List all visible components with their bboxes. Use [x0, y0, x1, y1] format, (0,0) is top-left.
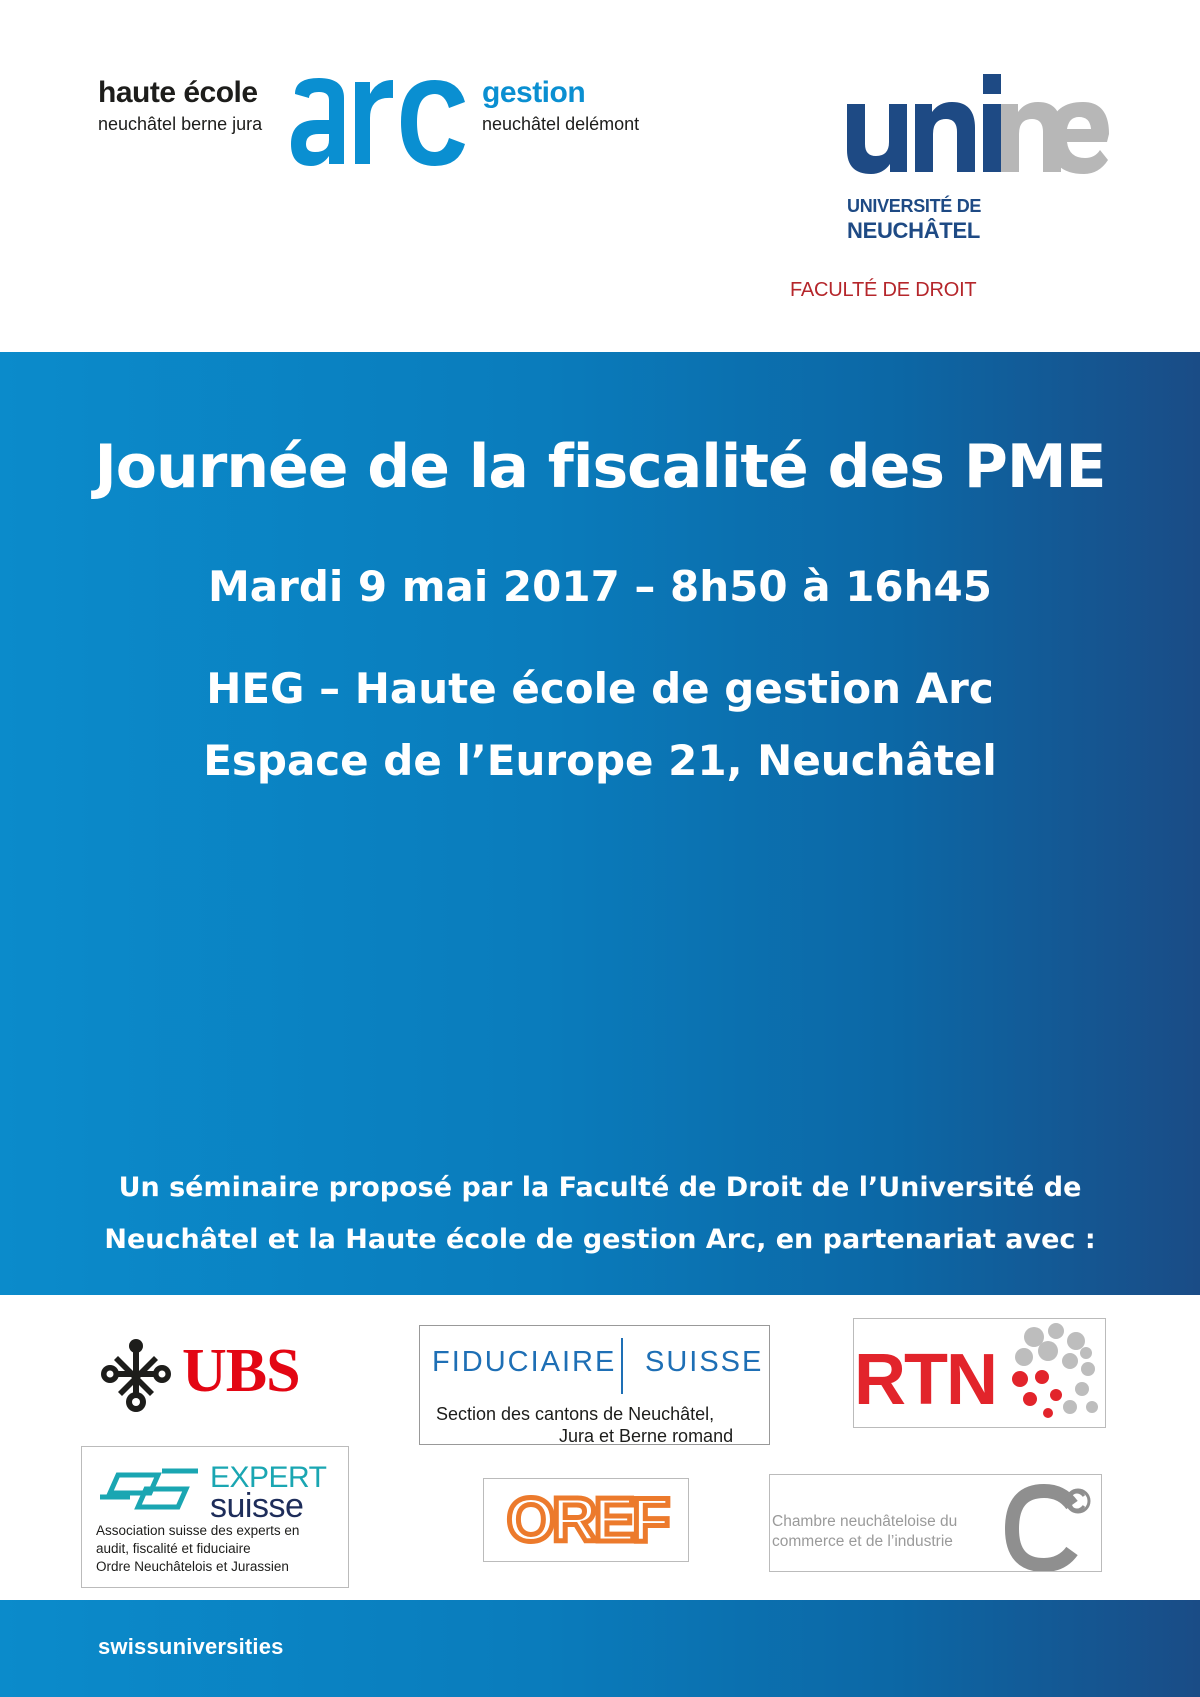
rtn-logo	[853, 1318, 1106, 1428]
cnci-text-line1: Chambre neuchâteloise du	[772, 1513, 958, 1530]
rtn-wordmark: RTN	[854, 1340, 996, 1420]
event-venue-address: Espace de l’Europe 21, Neuchâtel	[203, 736, 997, 785]
unine-logo	[790, 72, 1115, 312]
expertsuisse-mark-graphic	[96, 1463, 204, 1519]
footer-band	[0, 1600, 1200, 1697]
fiduciaire-section-line1: Section des cantons de Neuchâtel,	[436, 1404, 715, 1424]
expertsuisse-logo	[81, 1446, 349, 1588]
swissuniversities-logo: swissuniversities	[98, 1634, 284, 1659]
fiduciaire-section-line2: Jura et Berne romand	[559, 1426, 734, 1446]
seminar-description-line1: Un séminaire proposé par la Faculté de Droit de l’Université de	[118, 1172, 1082, 1203]
event-title: Journée de la fiscalité des PME	[94, 432, 1106, 502]
cnci-logo	[769, 1474, 1102, 1572]
fiduciaire-suisse-logo	[419, 1325, 770, 1445]
expert-association-line1: Association suisse des experts en	[96, 1523, 300, 1538]
gestion-text: gestion	[482, 76, 586, 109]
suisse-text: SUISSE	[645, 1346, 764, 1378]
event-banner	[0, 352, 1200, 1295]
expert-association-line2: audit, fiscalité et fiduciaire	[96, 1541, 251, 1556]
unine-wordmark-graphic	[845, 72, 1110, 177]
faculte-de-droit-text: FACULTÉ DE DROIT	[790, 279, 977, 301]
cnci-text-line2: commerce et de l’industrie	[772, 1533, 953, 1550]
expert-association-line3: Ordre Neuchâtelois et Jurassien	[96, 1559, 289, 1574]
he-arc-haute-ecole-text: haute école	[98, 76, 258, 109]
ubs-wordmark: UBS	[182, 1337, 300, 1405]
oref-logo	[483, 1478, 689, 1562]
unine-neuchatel-text: NEUCHÂTEL	[847, 218, 980, 243]
cnci-c-graphic	[998, 1479, 1098, 1571]
unine-universite-text: UNIVERSITÉ DE	[847, 196, 982, 216]
oref-wordmark-graphic	[494, 1489, 680, 1553]
fiduciaire-text: FIDUCIAIRE	[432, 1346, 617, 1378]
expert-text: EXPERT	[210, 1461, 327, 1494]
fiduciaire-divider	[621, 1338, 623, 1394]
arc-wordmark-graphic	[289, 72, 469, 168]
rtn-dots-graphic	[984, 1319, 1106, 1427]
he-arc-gestion-logo	[96, 72, 676, 172]
event-date: Mardi 9 mai 2017 – 8h50 à 16h45	[208, 562, 992, 611]
suisse-expert-text: suisse	[210, 1487, 304, 1525]
event-venue-name: HEG – Haute école de gestion Arc	[206, 664, 994, 713]
ubs-keys-icon	[98, 1336, 174, 1416]
he-arc-region-text: neuchâtel berne jura	[98, 114, 263, 134]
seminar-description-line2: Neuchâtel et la Haute école de gestion Arc, en partenariat avec :	[104, 1224, 1096, 1255]
oref-wordmark-text: OREF	[506, 1489, 668, 1553]
ubs-logo	[98, 1336, 328, 1416]
gestion-region-text: neuchâtel delémont	[482, 114, 640, 134]
